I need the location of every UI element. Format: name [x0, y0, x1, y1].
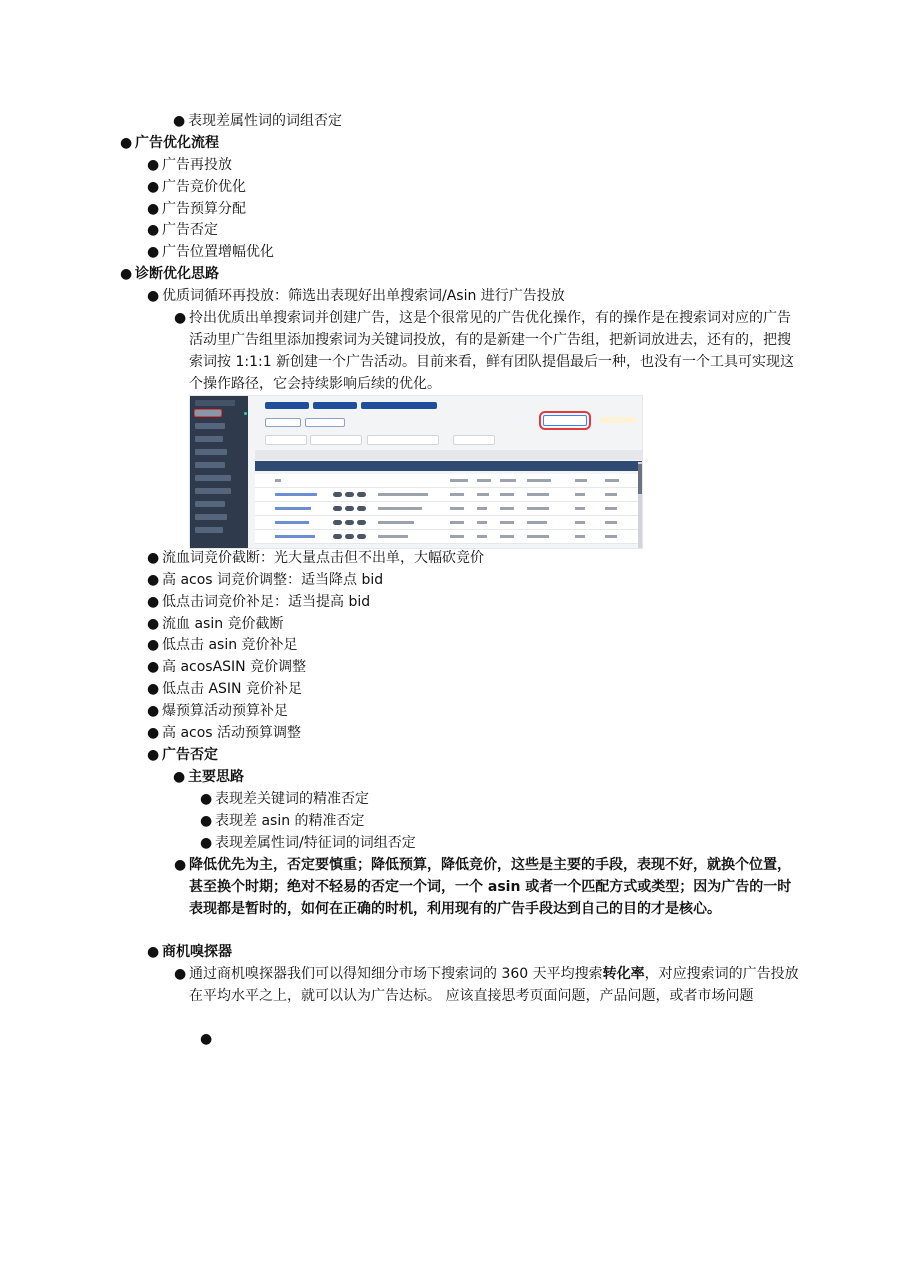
bullet: ●: [147, 572, 160, 588]
bullet: ●: [147, 944, 160, 960]
list-item: ● 低点击 asin 竞价补足: [147, 634, 298, 656]
sidebar-item: [195, 501, 225, 507]
bullet: ●: [147, 659, 160, 675]
bullet: ●: [147, 703, 160, 719]
list-item: ● 爆预算活动预算补足: [147, 700, 288, 722]
list-item: ● 流血 asin 竞价截断: [147, 613, 284, 635]
search-input: [310, 435, 362, 445]
bullet: ●: [147, 681, 160, 697]
section-heading: ● 广告优化流程: [120, 132, 219, 154]
list-item: ● 广告位置增幅优化: [147, 241, 274, 263]
table-row: [255, 488, 642, 502]
sidebar-item: [195, 436, 223, 442]
subsection-heading: ● 主要思路: [173, 766, 244, 788]
list-item: ● 优质词循环再投放：筛选出表现好出单搜索词/Asin 进行广告投放: [147, 285, 565, 307]
list-item: ● 广告再投放: [147, 154, 232, 176]
status-dot-icon: [244, 412, 247, 415]
bullet: ●: [147, 222, 160, 238]
bullet: ●: [120, 266, 133, 282]
toolbar-button: [265, 418, 301, 427]
bullet: ●: [147, 550, 160, 566]
status-select: [453, 435, 495, 445]
list-item: ● 广告竞价优化: [147, 176, 246, 198]
secondary-button: [600, 417, 636, 423]
bullet: ●: [147, 616, 160, 632]
sidebar-item: [195, 475, 231, 481]
scrollbar-thumb: [638, 464, 642, 494]
list-item: ● 表现差 asin 的精准否定: [200, 810, 365, 832]
bullet: ●: [200, 791, 213, 807]
sidebar-item: [195, 488, 231, 494]
paragraph-item: ● 降低优先为主，否定要慎重；降低预算，降低竞价，这些是主要的手段，表现不好，就换个位置，甚至换个时期；绝对不轻易的否定一个词，一个 asin 或者一个匹配方式或类型；因为广告的一时表现都是暂时的，如何在正确的时机，利用现有的广告手段达到自己的目的才是核心。: [189, 854, 801, 920]
console-main: [250, 396, 642, 548]
bullet: ●: [200, 1031, 213, 1047]
bullet: ●: [147, 747, 160, 763]
sidebar-item: [195, 514, 227, 520]
section-heading: ● 诊断优化思路: [120, 263, 219, 285]
subsection-heading: ● 广告否定: [147, 744, 218, 766]
bullet: ●: [147, 179, 160, 195]
bullet: ●: [174, 857, 187, 873]
sidebar-title: [195, 400, 235, 406]
bullet: ●: [147, 594, 160, 610]
list-item: ● 表现差关键词的精准否定: [200, 788, 369, 810]
bullet: ●: [147, 157, 160, 173]
embedded-screenshot: [189, 395, 643, 549]
sidebar-item: [195, 449, 227, 455]
paragraph-item: ● 通过商机嗅探器我们可以得知细分市场下搜索词的 360 天平均搜索转化率，对应搜索词的广告投放在平均水平之上，就可以认为广告达标。 应该直接思考页面问题，产品问题，或者市场问题: [189, 963, 801, 1007]
filter-chip: [361, 402, 437, 409]
list-item: ● 广告预算分配: [147, 198, 246, 220]
table-row: [255, 516, 642, 530]
filter-chip: [313, 402, 357, 409]
empty-list-item: [200, 1028, 215, 1050]
table-row: [255, 530, 642, 544]
date-range-input: [367, 435, 439, 445]
bullet: ●: [174, 966, 187, 982]
bullet: ●: [147, 288, 160, 304]
table-subheader: [255, 461, 642, 471]
filter-chip: [265, 402, 309, 409]
sidebar-item: [195, 462, 225, 468]
list-item: ● 表现差属性词的词组否定: [173, 110, 342, 132]
sidebar-item-active: [195, 410, 221, 416]
bullet: ●: [147, 201, 160, 217]
create-ad-button: [543, 415, 587, 426]
bullet: ●: [147, 725, 160, 741]
bullet: ●: [147, 637, 160, 653]
sidebar-nav: [190, 396, 248, 548]
list-item: ● 广告否定: [147, 219, 218, 241]
list-item: ● 高 acosASIN 竞价调整: [147, 656, 306, 678]
table-row: [255, 474, 642, 488]
filter-select: [265, 435, 307, 445]
bullet: ●: [147, 244, 160, 260]
bullet: ●: [173, 769, 186, 785]
toolbar-button: [305, 418, 345, 427]
list-item: ● 表现差属性词/特征词的词组否定: [200, 832, 416, 854]
bullet: ●: [200, 835, 213, 851]
list-item: ● 流血词竞价截断：光大量点击但不出单，大幅砍竞价: [147, 547, 484, 569]
list-item: ● 低点击词竞价补足：适当提高 bid: [147, 591, 370, 613]
table-header: [255, 450, 642, 460]
bullet: ●: [173, 113, 186, 129]
sidebar-item: [195, 527, 223, 533]
list-item: ● 低点击 ASIN 竞价补足: [147, 678, 302, 700]
bullet: ●: [174, 310, 187, 326]
subsection-heading: ● 商机嗅探器: [147, 941, 232, 963]
list-item: ● 高 acos 活动预算调整: [147, 722, 301, 744]
bullet: ●: [200, 813, 213, 829]
list-item: ● 高 acos 词竞价调整：适当降点 bid: [147, 569, 383, 591]
bullet: ●: [120, 135, 133, 151]
sidebar-item: [195, 423, 225, 429]
table-row: [255, 502, 642, 516]
paragraph-item: ● 拎出优质出单搜索词并创建广告，这是个很常见的广告优化操作，有的操作是在搜索词对应的广告活动里广告组里添加搜索词为关键词投放，有的是新建一个广告组，把新词放进去，还有的，把搜索词按 1:1:1 新创建一个广告活动。目前来看，鲜有团队提倡最后一种，也没有一个工具可实现这个操作路径，它会持续影响后续的优化。: [189, 307, 801, 395]
